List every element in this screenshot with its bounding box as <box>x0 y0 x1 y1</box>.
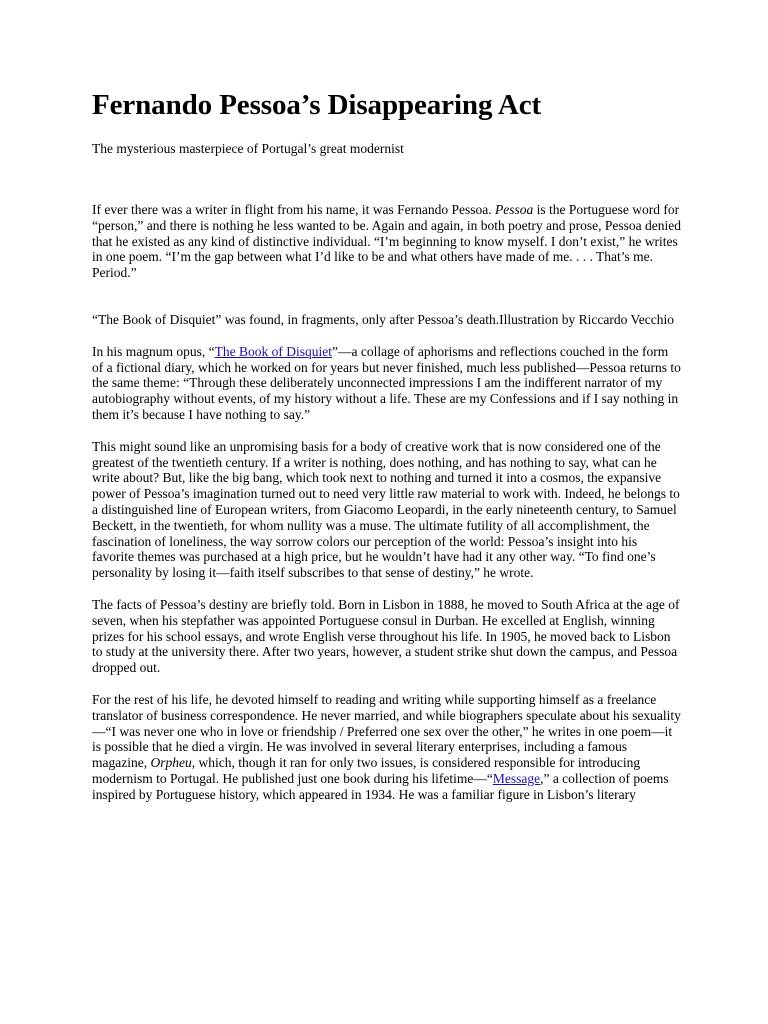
illustration-caption: “The Book of Disquiet” was found, in fragments, only after Pessoa’s death.Illustration by Riccardo Vecchio <box>92 311 674 327</box>
paragraph-4: The facts of Pessoa’s destiny are briefly told. Born in Lisbon in 1888, he moved to South Africa at the age of seven, when his stepfather was appointed Portuguese consul in Durban. He excelled at English, winning prizes for his school essays, and wrote English verse throughout his life. In 1905, he moved back to Lisbon to study at the university there. After two years, however, a student strike shut down the campus, and Pessoa dropped out. <box>92 596 680 676</box>
article-subtitle: The mysterious masterpiece of Portugal’s great modernist <box>92 141 404 156</box>
article <box>92 88 682 803</box>
paragraph-5-text-c: , which, though it ran for only two issues, is considered responsible for introducing modernism to Portugal. He published just one book during his lifetime—“ <box>92 755 641 786</box>
paragraph-5-italic-orpheu: Orpheu <box>150 755 192 771</box>
paragraph-1-text-a: If ever there was a writer in flight from his name, it was Fernando Pessoa. <box>92 202 496 217</box>
paragraph-1 <box>92 202 682 281</box>
paragraph-5-text-d: ,” a collection of poems inspired by Portuguese history, which appeared in 1934. He was a familiar figure in Lisbon’s literary <box>92 770 669 802</box>
paragraph-1-italic-pessoa: Pessoa <box>495 202 534 217</box>
paragraph-3: This might sound like an unpromising basis for a body of creative work that is now considered one of the greatest of the twentieth century. If a writer is nothing, does nothing, and has nothing to say, what can he write about? But, like the big bang, which took next to nothing and turned it into a cosmos, the expansive power of Pessoa’s imagination turned out to need very little raw material to work with. Indeed, he belongs to a distinguished line of European writers, from Giacomo Leopardi, in the early nineteenth century, to Samuel Beckett, in the twentieth, for whom nullity was a muse. The ultimate futility of all accomplishment, the fascination of loneliness, the way sorrow colors our perception of the world: Pessoa’s insight into his favorite themes was purchased at a high price, but he wouldn’t have had it any other way. “To find one’s personality by losing it—faith itself subscribes to that sense of destiny,” he wrote. <box>92 438 680 581</box>
paragraph-2-text-a: In his magnum opus, “ <box>92 343 215 359</box>
book-of-disquiet-link[interactable]: The Book of Disquiet <box>214 343 332 359</box>
paragraph-2 <box>92 344 682 423</box>
paragraph-5-text-a: For the rest of his life, he devoted himself to reading and writing while supporting himself as a freelance translator of business correspondence. He never married, and while biographers speculate about his sexuality—“I was never one who in love or friendship / Preferred one sex over the other,” he writes in one poem—it is possible that he died a virgin. He was involved in several literary enterprises, including a famous magazine, <box>92 691 681 771</box>
paragraph-1-text-c: is the Portuguese word for “person,” and there is nothing he less wanted to be. Again and again, in both poetry and prose, Pessoa denied that he existed as any kind of distinctive individual. “I’m beginning to know myself. I don’t exist,” he writes in one poem. “I’m the gap between what I’d like to be and what others have made of me. . . . That’s me. Period.” <box>92 202 681 281</box>
paragraph-2-text-b: ”—a collage of aphorisms and reflections couched in the form of a fictional diary, which he worked on for years but never finished, much less published—Pessoa returns to the same theme: “Through these deliberately unconnected impressions I am the indifferent narrator of my autobiography without events, of my history without a life. These are my Confessions and if I say nothing in them it’s because I have nothing to say.” <box>92 343 681 422</box>
message-link[interactable]: Message <box>492 770 541 786</box>
article-title: Fernando Pessoa’s Disappearing Act <box>92 89 542 121</box>
paragraph-5 <box>92 692 682 803</box>
